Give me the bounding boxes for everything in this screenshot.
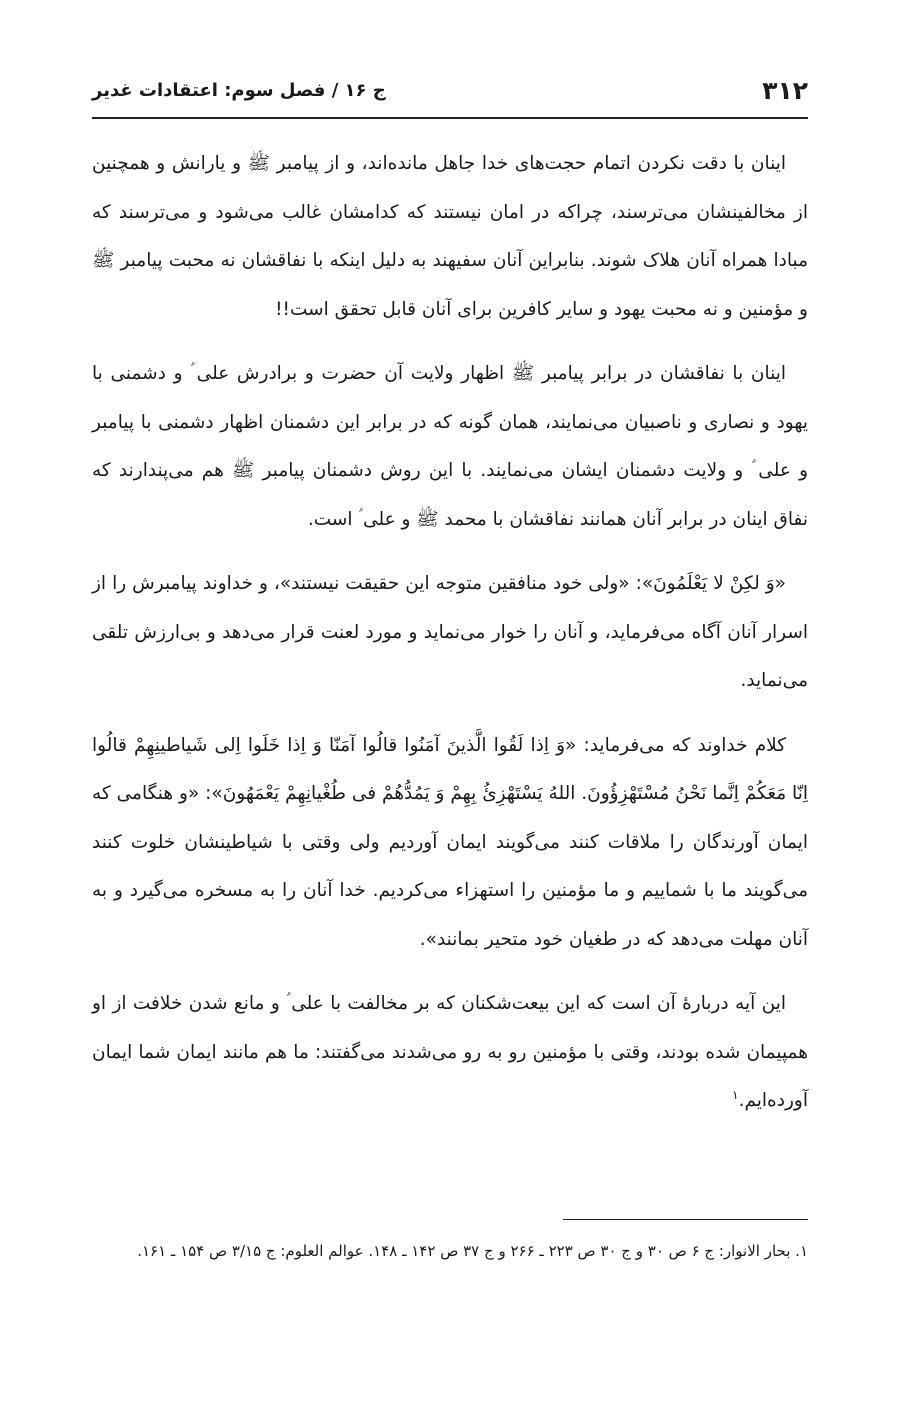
header-divider [92, 117, 808, 119]
page-number: ۳۱۲ [762, 75, 808, 105]
paragraph-5 [92, 980, 808, 1126]
body-text [92, 140, 808, 1126]
paragraph-1: اینان با دقت نکردن اتمام حجت‌های خدا جاهل مانده‌اند، و از پیامبر ﷺ و یارانش و همچنین از مخالفینشان می‌ترسند، چراکه در امان نیستند که کدامشان غالب می‌شود و می‌ترسند که مبادا همراه آنان هلاک شوند. بنابراین آنان سفیهند به دلیل اینکه با نفاقشان نه محبت پیامبر ﷺ و مؤمنین و نه محبت یهود و سایر کافرین برای آنان قابل تحقق است!! [92, 153, 808, 320]
paragraph-2: اینان با نفاقشان در برابر پیامبر ﷺ اظهار ولایت آن حضرت و برادرش علی ؑ و دشمنی با یهود و نصاری و ناصبیان می‌نمایند، همان گونه که در برابر این دشمنان اظهار دشمنی با پیامبر و علی ؑ و ولایت دشمنان ایشان می‌نمایند. با این روش دشمنان پیامبر ﷺ هم می‌پندارند که نفاق اینان در برابر آنان همانند نفاقشان با محمد ﷺ و علی ؑ است. [92, 363, 808, 530]
running-title: ج ۱۶ / فصل سوم: اعتقادات غدیر [92, 79, 386, 101]
footnote: ۱. بحار الانوار: ج ۶ ص ۳۰ و ج ۳۰ ص ۲۲۳ ـ ۲۶۶ و ج ۳۷ ص ۱۴۲ ـ ۱۴۸. عوالم العلوم: ج ۳/۱۵ ص ۱۵۴ ـ ۱۶۱. [137, 1242, 808, 1260]
page-header [92, 68, 808, 112]
paragraph-4: کلام خداوند که می‌فرماید: «وَ اِذا لَقُوا الَّذينَ آمَنُوا قالُوا آمَنّا وَ اِذا خَلَوا اِلى شَياطينِهِمْ قالُوا اِنّا مَعَكُمْ اِنَّما نَحْنُ مُسْتَهْزِؤُونَ. اللهُ يَسْتَهْزِئُ بِهِمْ وَ يَمُدُّهُمْ فى طُغْيانِهِمْ يَعْمَهُونَ»: «و هنگامی که ایمان آورندگان را ملاقات کنند می‌گویند ایمان آوردیم ولی وقتی با شیاطینشان خلوت کنند می‌گویند ما با شماییم و ما مؤمنین را استهزاء می‌کردیم. خدا آنان را به مسخره می‌گیرد و به آنان مهلت می‌دهد که در طغیان خود متحیر بمانند». [92, 734, 808, 950]
footnote-reference: ۱ [732, 1087, 739, 1102]
paragraph-5-text: این آیه دربارهٔ آن است که این بیعت‌شکنان که بر مخالفت با علی ؑ و مانع شدن خلافت از او همپیمان شده بودند، وقتی با مؤمنین رو به رو می‌شدند می‌گفتند: ما هم مانند ایمان شما ایمان آورده‌ایم. [92, 993, 808, 1111]
paragraph-3: «وَ لكِنْ لا يَعْلَمُونَ»: «ولی خود منافقین متوجه این حقیقت نیستند»، و خداوند پیامبرش را از اسرار آنان آگاه می‌فرماید، و آنان را خوار می‌نماید و مورد لعنت قرار می‌دهد و بی‌ارزش تلقی می‌نماید. [92, 573, 808, 691]
footnote-divider [563, 1219, 808, 1220]
